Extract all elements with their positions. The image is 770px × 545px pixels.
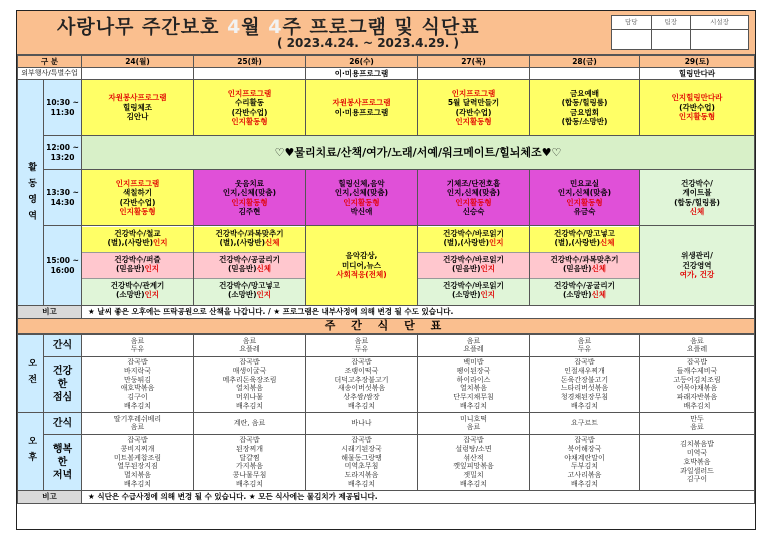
- dinner-row: [18, 434, 755, 490]
- time-slot: 15:00 ~ 16:00: [44, 226, 82, 306]
- morning-row: [18, 80, 755, 136]
- meal-cell: 만두 음료: [640, 412, 755, 434]
- pm-snack-row: [18, 412, 755, 434]
- meal-cell: 음료 요플레: [418, 334, 530, 356]
- meal-cell: 음료 요플레: [640, 334, 755, 356]
- outside-sat: 힐링만다라: [640, 68, 755, 80]
- month-number: 4: [227, 16, 242, 38]
- pm-section-label: 오 후: [18, 412, 44, 490]
- time-slot: 13:30 ~ 14:30: [44, 170, 82, 226]
- meal-cell: 음료 두유: [530, 334, 640, 356]
- period-subtitle: ( 2023.4.24. ~ 2023.4.29. ): [277, 36, 459, 50]
- meal-note-row: [18, 490, 755, 503]
- days-header-row: [18, 56, 755, 68]
- meal-cell: 잡곡밥 북어해장국 야채계란말이 두부김치 고사리볶음 배추김치: [530, 434, 640, 490]
- meal-cell: 잡곡밥 조랭이떡국 더덕고추장불고기 새송이버섯볶음 상추쌈/쌈장 배추김치: [306, 356, 418, 412]
- meal-cell: 백미밥 팽이된장국 하이라이스 열치볶음 단무지채무침 배추김치: [418, 356, 530, 412]
- activity-section-label: 활 동 영 역: [18, 80, 44, 306]
- note-label: 비고: [18, 490, 82, 503]
- program-cell: 인지프로그램 색칠하기 (각반수업) 인지활동형: [82, 170, 194, 226]
- meal-cell: 잡곡밥 들깨수제비국 고등어김치조림 어묵야채볶음 파래자반볶음 배추김치: [640, 356, 755, 412]
- approval-sign: [691, 30, 749, 50]
- meal-title: 주 간 식 단 표: [18, 319, 755, 334]
- meal-table: [17, 334, 755, 504]
- meal-cell: 음료 두유: [306, 334, 418, 356]
- program-cell: 음악감상, 미디어,뉴스 사회적응(전체): [306, 226, 418, 306]
- program-note-row: [18, 306, 755, 319]
- snack-label: 간식: [44, 334, 82, 356]
- program-cell: 인지프로그램 5월 달력만들기 (각반수업) 인지활동형: [418, 80, 530, 136]
- program-cell: 건강박수/망고넣고 (별),(사랑반)신체 건강박수/과복맞추기 (믿음반)신체 건강박수/공굴리기 (소망반)신체: [530, 226, 640, 306]
- meal-cell: 음료 요플레: [194, 334, 306, 356]
- afternoon1-row: [18, 170, 755, 226]
- time-slot: 10:30 ~ 11:30: [44, 80, 82, 136]
- common-activity: ♡♥물리치료/산책/여가/노래/서예/워크메이트/힐뇌체조♥♡: [82, 136, 755, 170]
- note-label: 비고: [18, 306, 82, 319]
- program-cell: 금요예배 (합동/힐링룸) 금요법회 (합동/소망반): [530, 80, 640, 136]
- approval-label: 담당: [612, 16, 652, 30]
- approval-box: [611, 15, 749, 50]
- program-cell: 건강박수/철교 (별),(사랑반)인지 건강박수/퍼즐 (믿음반)인지 건강박수/관계기 (소망반)인지: [82, 226, 194, 306]
- program-note: ★ 날씨 좋은 오후에는 뜨락공원으로 산책을 나갑니다. / ★ 프로그램은 내부사정에 의해 변경 될 수도 있습니다.: [82, 306, 755, 319]
- program-cell: 인지힐링만다라 (각반수업) 인지활동형: [640, 80, 755, 136]
- meal-cell: 잡곡밥 시래기된장국 해물동그랑땡 미역초무침 도라지볶음 배추김치: [306, 434, 418, 490]
- afternoon2-row: [18, 226, 755, 306]
- lunch-row: [18, 356, 755, 412]
- program-cell: 자원봉사프로그램 힐링체조 김안나: [82, 80, 194, 136]
- program-cell: 민요교실 인지,신체(맞춤) 인지활동형 유금숙: [530, 170, 640, 226]
- am-snack-row: [18, 334, 755, 356]
- day-mon: 24(월): [82, 56, 194, 68]
- meal-cell: 딸기후레쉬베리 음료: [82, 412, 194, 434]
- program-table: [17, 55, 755, 334]
- meal-cell: 미니호떡 음료: [418, 412, 530, 434]
- meal-cell: 바나나: [306, 412, 418, 434]
- program-cell: 힐링신체,음악 인지,신체(맞춤) 인지활동형 박신애: [306, 170, 418, 226]
- day-sat: 29(토): [640, 56, 755, 68]
- meal-title-row: [18, 319, 755, 334]
- outside-wed: 이·미용프로그램: [306, 68, 418, 80]
- outside-label: 외부행사/특별수업: [18, 68, 82, 80]
- weekly-program-sheet: [16, 10, 756, 530]
- approval-sign: [651, 30, 691, 50]
- meal-cell: 잡곡밥 설렁탕/소면 섞산적 깻잎피망볶음 잿밀치 배추김치: [418, 434, 530, 490]
- lunch-activity-row: [18, 136, 755, 170]
- time-slot: 12:00 ~ 13:20: [44, 136, 82, 170]
- program-cell: 건강박수/바로읽기 (별),(사랑반)인지 건강박수/바로읽기 (믿음반)인지 건강박수/바로읽기 (소망반)인지: [418, 226, 530, 306]
- program-cell: 자원봉사프로그램 이·미용프로그램: [306, 80, 418, 136]
- day-wed: 26(수): [306, 56, 418, 68]
- page-title: 사랑나무 주간보호 4월 4주 프로그램 및 식단표: [57, 16, 480, 38]
- program-cell: 건강박수/ 게이트볼 (합동/힐링룸) 신체: [640, 170, 755, 226]
- lunch-label: 건강 한 점심: [44, 356, 82, 412]
- meal-note: ★ 식단은 수급사정에 의해 변경 될 수 있습니다. ★ 모든 식사에는 물김치가 제공됩니다.: [82, 490, 755, 503]
- meal-cell: 요구르트: [530, 412, 640, 434]
- program-cell: 웃음치료 인지,신체(맞춤) 인지활동형 김주현: [194, 170, 306, 226]
- outside-row: [18, 68, 755, 80]
- approval-sign: [612, 30, 652, 50]
- header-banner: [17, 11, 755, 55]
- day-thu: 27(목): [418, 56, 530, 68]
- program-cell: 건강박수/과복맞추기 (별),(사랑반)신체 건강박수/공굴리기 (믿음반)신체 건강박수/망고넣고 (소망반)인지: [194, 226, 306, 306]
- program-cell: 위생관리/ 건강영역 여가, 건강: [640, 226, 755, 306]
- program-cell: 인지프로그램 수리활동 (각반수업) 인지활동형: [194, 80, 306, 136]
- meal-cell: 김치볶음밥 미역국 호박볶음 과일샐러드 김구이: [640, 434, 755, 490]
- approval-label: 시설장: [691, 16, 749, 30]
- meal-cell: 잡곡밥 된장찌개 달걀찜 가지볶음 콩나물무침 배추김치: [194, 434, 306, 490]
- meal-cell: 잡곡밥 콩비지찌개 미트볼케찹조림 열무된장지짐 멸치볶음 배추김치: [82, 434, 194, 490]
- program-cell: 기체조/단전호흡 인지,신체(맞춤) 인지활동형 신승숙: [418, 170, 530, 226]
- snack-label: 간식: [44, 412, 82, 434]
- day-fri: 28(금): [530, 56, 640, 68]
- meal-cell: 잡곡밥 바지락국 만둥튀김 애호박볶음 김구이 배추김치: [82, 356, 194, 412]
- meal-cell: 계란, 음료: [194, 412, 306, 434]
- approval-label: 팀장: [651, 16, 691, 30]
- meal-cell: 음료 두유: [82, 334, 194, 356]
- week-number: 4: [268, 16, 283, 38]
- meal-cell: 잡곡밥 인절새우찌개 돈육간장불고기 느타리버섯볶음 청경채된장무침 배추김치: [530, 356, 640, 412]
- meal-cell: 잡곡밥 매생이굴국 메추리돈육장조림 열치볶음 머위나물 배추김치: [194, 356, 306, 412]
- category-header: 구 분: [18, 56, 82, 68]
- am-section-label: 오 전: [18, 334, 44, 412]
- day-tue: 25(화): [194, 56, 306, 68]
- dinner-label: 행복 한 저녁: [44, 434, 82, 490]
